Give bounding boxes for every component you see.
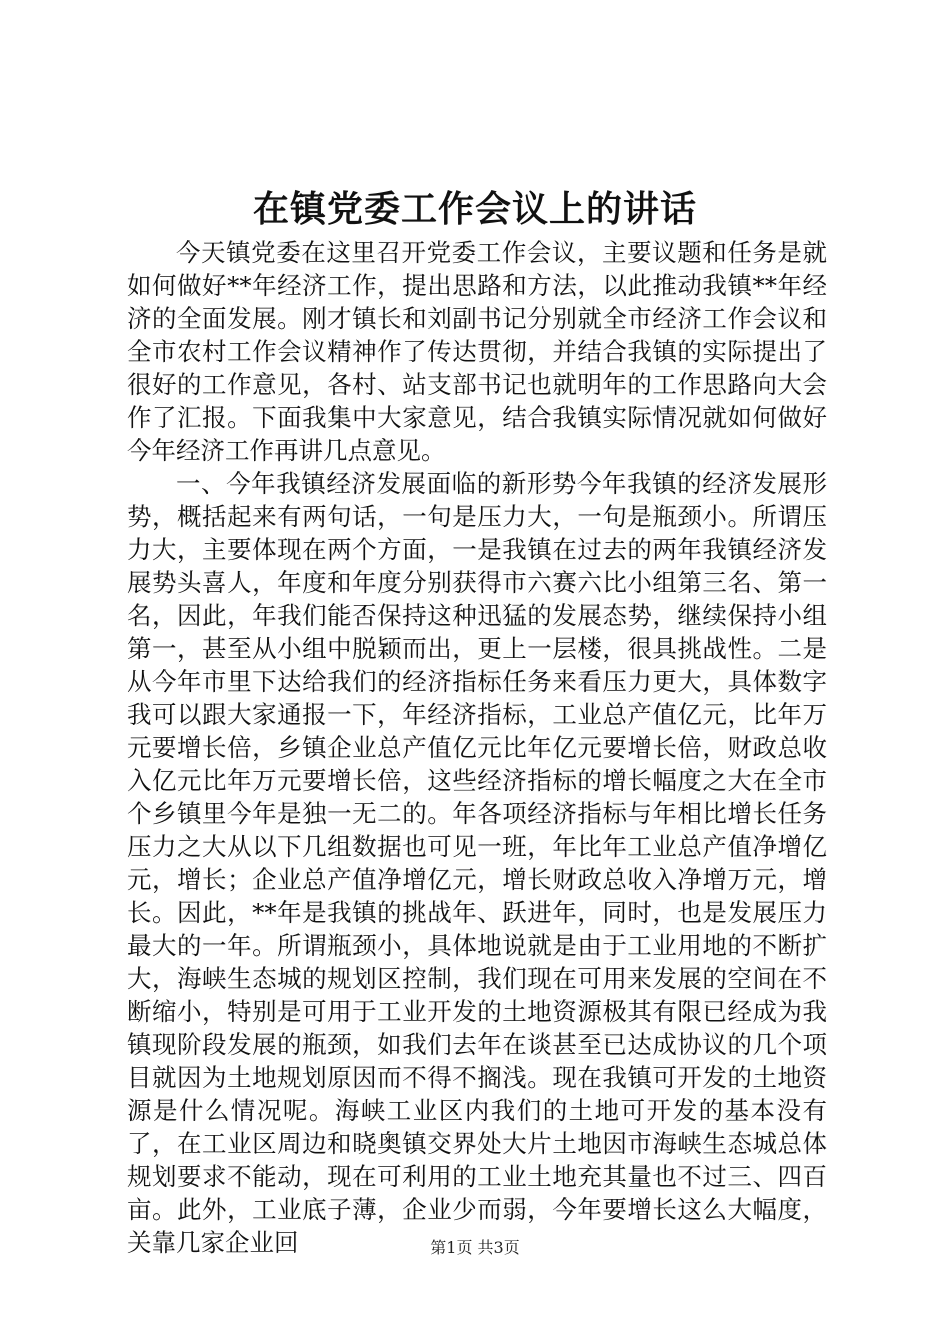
document-title: 在镇党委工作会议上的讲话 bbox=[252, 188, 697, 230]
page-footer: 第1页 共3页 bbox=[430, 1238, 520, 1257]
paragraph-section-one: 一、今年我镇经济发展面临的新形势今年我镇的经济发展形势，概括起来有两句话，一句是压力大，一句是瓶颈小。所谓压力大，主要体现在两个方面，一是我镇在过去的两年我镇经济发展势头喜人，年度和年度分别获得市六赛六比小组第三名、第一名，因此，年我们能否保持这种迅猛的发展态势，继续保持小组第一，甚至从小组中脱颖而出，更上一层楼，很具挑战性。二是从今年市里下达给我们的经济指标任务来看压力更大，具体数字我可以跟大家通报一下，年经济指标，工业总产值亿元，比年万元要增长倍，乡镇企业总产值亿元比年亿元要增长倍，财政总收入亿元比年万元要增长倍，这些经济指标的增长幅度之大在全市个乡镇里今年是独一无二的。年各项经济指标与年相比增长任务压力之大从以下几组数据也可见一班，年比年工业总产值净增亿元，增长；企业总产值净增亿元，增长财政总收入净增万元，增长。因此，**年是我镇的挑战年、跃进年，同时，也是发展压力最大的一年。所谓瓶颈小，具体地说就是由于工业用地的不断扩大，海峡生态城的规划区控制，我们现在可用来发展的空间在不断缩小，特别是可用于工业开发的土地资源极其有限已经成为我镇现阶段发展的瓶颈，如我们去年在谈甚至已达成协议的几个项目就因为土地规划原因而不得不搁浅。现在我镇可开发的土地资源是什么情况呢。海峡工业区内我们的土地可开发的基本没有了，在工业区周边和晓奥镇交界处大片土地因市海峡生态城总体规划要求不能动，现在可利用的工业土地充其量也不过三、四百亩。此外，工业底子薄，企业少而弱，今年要增长这么大幅度，关靠几家企业回 bbox=[127, 469, 827, 1257]
paragraph-intro: 今天镇党委在这里召开党委工作会议，主要议题和任务是就如何做好**年经济工作，提出思路和方法，以此推动我镇**年经济的全面发展。刚才镇长和刘副书记分别就全市经济工作会议和全市农村工作会议精神作了传达贯彻，并结合我镇的实际提出了很好的工作意见，各村、站支部书记也就明年的工作思路向大会作了汇报。下面我集中大家意见，结合我镇实际情况就如何做好今年经济工作再讲几点意见。 bbox=[127, 238, 827, 465]
document-body bbox=[127, 236, 827, 1259]
